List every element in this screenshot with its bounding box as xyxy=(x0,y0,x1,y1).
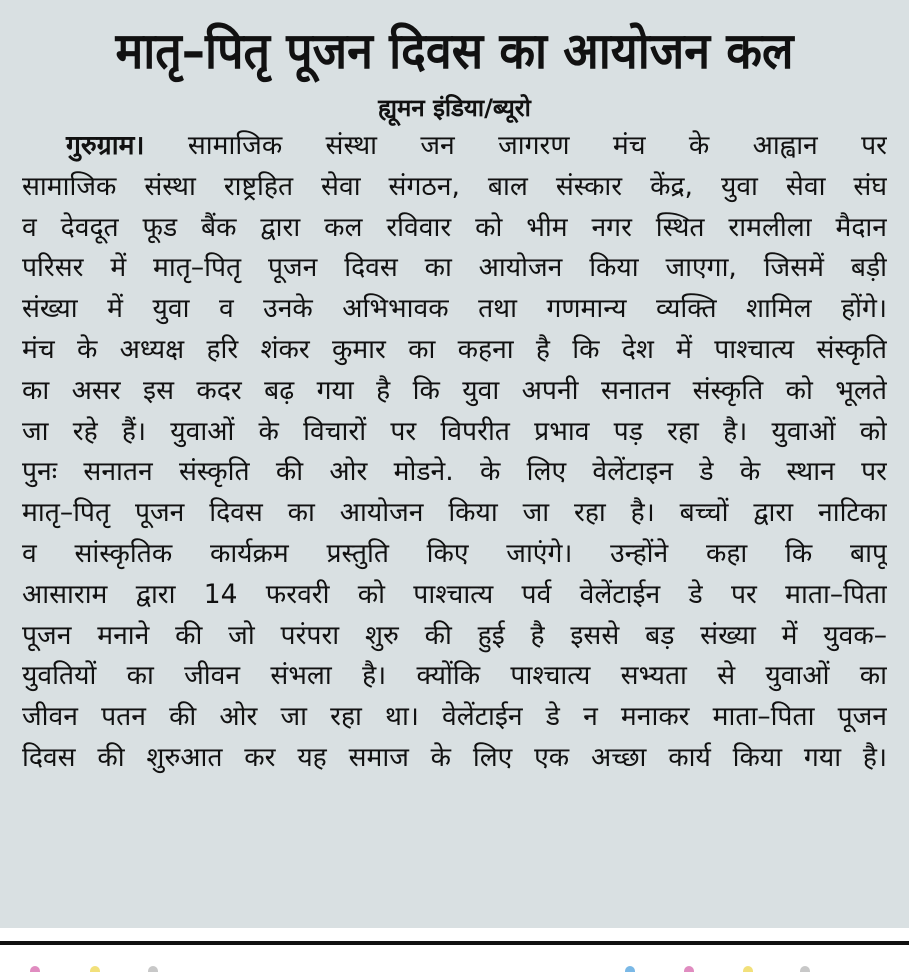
headline: मातृ–पितृ पूजन दिवस का आयोजन कल xyxy=(115,22,794,80)
article-line: सामाजिक संस्था राष्ट्रहित सेवा संगठन, बाल संस्कार केंद्र, युवा सेवा संघ xyxy=(22,170,887,202)
dateline: गुरुग्राम। xyxy=(66,130,145,161)
article-line: मंच के अध्यक्ष हरि शंकर कुमार का कहना है कि देश में पाश्चात्य संस्कृति xyxy=(22,333,887,365)
registration-dot-icon xyxy=(625,966,635,972)
print-registration-marks xyxy=(0,962,909,972)
article-line: का असर इस कदर बढ़ गया है कि युवा अपनी सनातन संस्कृति को भूलते xyxy=(22,374,887,406)
article-line: दिवस की शुरुआत कर यह समाज के लिए एक अच्छा कार्य किया गया है। xyxy=(22,741,887,773)
registration-dot-icon xyxy=(90,966,100,972)
page-divider xyxy=(0,941,909,945)
article-line: परिसर में मातृ–पितृ पूजन दिवस का आयोजन किया जाएगा, जिसमें बड़ी xyxy=(22,252,887,284)
registration-dot-icon xyxy=(30,966,40,972)
article-line: व देवदूत फूड बैंक द्वारा कल रविवार को भीम नगर स्थित रामलीला मैदान xyxy=(22,211,887,243)
article-line: जीवन पतन की ओर जा रहा था। वेलेंटाईन डे न मनाकर माता–पिता पूजन xyxy=(22,701,887,733)
article-line-text: सामाजिक संस्था जन जागरण मंच के आह्वान पर xyxy=(187,130,887,161)
article-line xyxy=(22,126,887,167)
registration-dot-icon xyxy=(800,966,810,972)
byline: ह्यूमन इंडिया/ब्यूरो xyxy=(378,94,531,122)
article-line: जा रहे हैं। युवाओं के विचारों पर विपरीत प्रभाव पड़ रहा है। युवाओं को xyxy=(22,415,887,447)
article-line: संख्या में युवा व उनके अभिभावक तथा गणमान्य व्यक्ति शामिल होंगे। xyxy=(22,293,887,325)
article-line: युवतियों का जीवन संभला है। क्योंकि पाश्चात्य सभ्यता से युवाओं का xyxy=(22,660,887,692)
article-line: मातृ–पितृ पूजन दिवस का आयोजन किया जा रहा है। बच्चों द्वारा नाटिका xyxy=(22,497,887,529)
article-line: व सांस्कृतिक कार्यक्रम प्रस्तुति किए जाएंगे। उन्होंने कहा कि बापू xyxy=(22,537,887,569)
article-line: पुनः सनातन संस्कृति की ओर मोडने. के लिए वेलेंटाइन डे के स्थान पर xyxy=(22,456,887,488)
article-body xyxy=(22,126,887,779)
registration-dot-icon xyxy=(684,966,694,972)
article-line: पूजन मनाने की जो परंपरा शुरु की हुई है इससे बड़ संख्या में युवक– xyxy=(22,619,887,651)
article-line: आसाराम द्वारा 14 फरवरी को पाश्चात्य पर्व वेलेंटाईन डे पर माता–पिता xyxy=(22,578,887,610)
registration-dot-icon xyxy=(743,966,753,972)
registration-dot-icon xyxy=(148,966,158,972)
